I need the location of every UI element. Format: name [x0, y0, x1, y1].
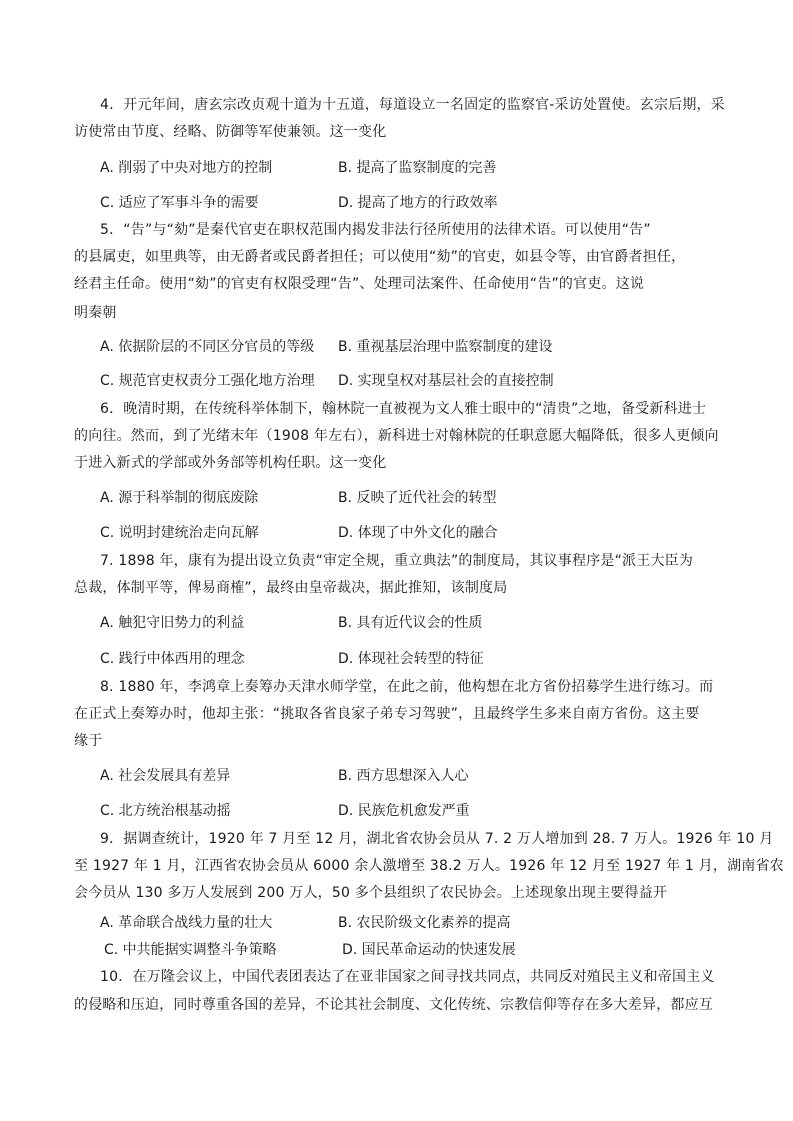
- question-10-line-2: 的侵略和压迫，同时尊重各国的差异，不论其社会制度、文化传统、宗教信仰等存在多大差异，都应互: [74, 997, 713, 1013]
- question-6-option-c: C. 说明封建统治走向瓦解: [100, 525, 259, 541]
- question-8-option-b: B. 西方思想深入人心: [338, 768, 469, 784]
- question-9-option-c: C. 中共能据实调整斗争策略: [104, 942, 277, 958]
- question-5-option-c: C. 规范官吏权责分工强化地方治理: [100, 373, 315, 389]
- question-4-option-c: C. 适应了军事斗争的需要: [100, 195, 259, 211]
- question-4-line-2: 访使常由节度、经略、防御等军使兼领。这一变化: [74, 124, 387, 140]
- question-7-option-c: C. 践行中体西用的理念: [100, 651, 245, 667]
- question-6-line-2: 的向往。然而，到了光绪末年（1908 年左右），新科进士对翰林院的任职意愿大幅降低，很多人更倾向: [74, 428, 719, 444]
- question-6-option-a: A. 源于科举制的彻底废除: [100, 490, 259, 506]
- question-6-option-d: D. 体现了中外文化的融合: [338, 525, 498, 541]
- question-4-option-a: A. 削弱了中央对地方的控制: [100, 160, 273, 176]
- question-8-option-a: A. 社会发展具有差异: [100, 768, 231, 784]
- question-9-option-d: D. 国民革命运动的快速发展: [342, 942, 516, 958]
- question-5-line-3: 经君主任命。使用“劾”的官吏有权限受理“告”、处理司法案件、任命使用“告”的官吏。这说: [74, 276, 645, 292]
- question-7-option-d: D. 体现社会转型的特征: [338, 651, 484, 667]
- question-8-line-2: 在正式上奏筹办时，他却主张：“挑取各省良家子弟专习驾驶”，且最终学生多来自南方省份。这主要: [74, 706, 700, 722]
- question-6-line-1: 6．晚清时期，在传统科举体制下，翰林院一直被视为文人雅士眼中的“清贵”之地，备受新科进士: [100, 401, 707, 417]
- question-9-option-a: A. 革命联合战线力量的壮大: [100, 915, 273, 931]
- question-4-option-b: B. 提高了监察制度的完善: [338, 160, 497, 176]
- question-8-line-3: 缘于: [74, 733, 103, 749]
- question-9-line-1: 9．据调查统计，1920 年 7 月至 12 月，湖北省农协会员从 7. 2 万人增加到 28. 7 万人。1926 年 10 月: [100, 831, 774, 847]
- question-7-line-1: 7. 1898 年，康有为提出设立负责“审定全规，重立典法”的制度局，其议事程序是“派王大臣为: [100, 553, 694, 569]
- question-7-option-a: A. 触犯守旧势力的利益: [100, 615, 245, 631]
- question-9-option-b: B. 农民阶级文化素养的提高: [338, 915, 511, 931]
- question-7-line-2: 总裁，体制平等，俾易商榷”，最终由皇帝裁决，据此推知，该制度局: [74, 580, 508, 596]
- question-5-line-4: 明秦朝: [74, 305, 117, 321]
- question-5-line-1: 5．“告”与“劾”是秦代官吏在职权范围内揭发非法行径所使用的法律术语。可以使用“告”: [100, 222, 651, 238]
- question-6-line-3: 于进入新式的学部或外务部等机构任职。这一变化: [74, 455, 387, 471]
- question-9-line-3: 会今员从 130 多万人发展到 200 万人，50 多个县组织了农民协会。上述现象出现主要得益开: [74, 885, 668, 901]
- question-10-line-1: 10．在万隆会议上，中国代表团表达了在亚非国家之间寻找共同点，共同反对殖民主义和帝国主义: [100, 969, 715, 985]
- question-5-option-d: D. 实现皇权对基层社会的直接控制: [338, 373, 554, 389]
- question-4-option-d: D. 提高了地方的行政效率: [338, 195, 498, 211]
- question-5-option-b: B. 重视基层治理中监察制度的建设: [338, 339, 553, 355]
- question-6-option-b: B. 反映了近代社会的转型: [338, 490, 497, 506]
- question-7-option-b: B. 具有近代议会的性质: [338, 615, 483, 631]
- question-4-line-1: 4．开元年间，唐玄宗改贞观十道为十五道，每道设立一名固定的监察官-采访处置使。玄宗后期，采: [100, 97, 725, 113]
- question-5-line-2: 的县属吏，如里典等，由无爵者或民爵者担任；可以使用“劾”的官吏，如县令等，由官爵者担任，: [74, 249, 686, 265]
- question-5-option-a: A. 依据阶层的不同区分官员的等级: [100, 339, 315, 355]
- question-8-option-c: C. 北方统治根基动摇: [100, 803, 231, 819]
- question-8-line-1: 8. 1880 年，李鸿章上奏筹办天津水师学堂，在此之前，他构想在北方省份招募学生进行练习。而: [100, 679, 714, 695]
- question-9-line-2: 至 1927 年 1 月，江西省农协会员从 6000 余人激增至 38.2 万人。1926 年 12 月至 1927 年 1 月，湖南省农: [74, 858, 784, 874]
- question-8-option-d: D. 民族危机愈发严重: [338, 803, 470, 819]
